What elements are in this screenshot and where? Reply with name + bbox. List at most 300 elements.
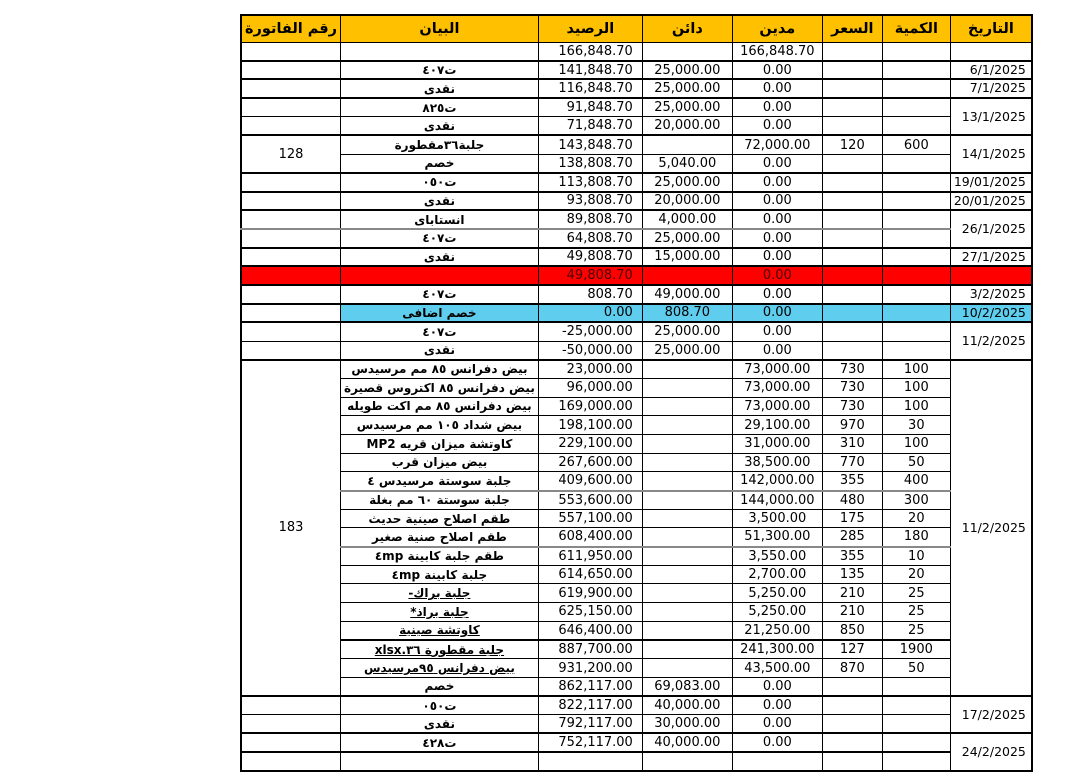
cell-qty[interactable]: 30 [882,416,950,435]
cell-price[interactable] [822,752,882,771]
cell-qty[interactable] [882,752,950,771]
cell-desc[interactable]: بيض دفرانس ٨٥ مم اكت طويله [341,397,539,416]
cell-balance[interactable]: 822,117.00 [538,696,642,715]
cell-date[interactable]: 24/2/2025 [950,733,1032,770]
cell-price[interactable]: 850 [822,621,882,640]
cell-balance[interactable]: -25,000.00 [538,322,642,341]
cell-debit[interactable]: 0.00 [732,98,822,117]
cell-date[interactable]: 20/01/2025 [950,192,1032,211]
cell-qty[interactable] [882,304,950,323]
cell-invoice[interactable] [241,752,341,771]
cell-debit[interactable]: 0.00 [732,304,822,323]
column-header-date[interactable]: التاريخ [950,15,1032,42]
cell-qty[interactable] [882,696,950,715]
cell-balance[interactable]: 143,848.70 [538,135,642,154]
cell-credit[interactable]: 25,000.00 [642,61,732,80]
cell-credit[interactable] [642,603,732,622]
table-row [241,285,1032,304]
cell-invoice[interactable] [241,42,341,61]
cell-price[interactable] [822,210,882,229]
cell-balance[interactable]: 614,650.00 [538,565,642,584]
ledger-table [240,14,1033,772]
cell-invoice[interactable]: 128 [241,135,341,172]
cell-invoice[interactable] [241,98,341,117]
cell-debit[interactable]: 51,300.00 [732,528,822,547]
cell-price[interactable]: 730 [822,397,882,416]
cell-desc[interactable]: كاوتشة ميزان قريه MP2 [341,434,539,453]
cell-balance[interactable]: 89,808.70 [538,210,642,229]
cell-credit[interactable]: 30,000.00 [642,715,732,734]
cell-date[interactable]: 10/2/2025 [950,304,1032,323]
cell-credit[interactable]: 808.70 [642,304,732,323]
cell-invoice[interactable] [241,341,341,360]
column-header-balance[interactable]: الرصيد [538,15,642,42]
cell-qty[interactable] [882,285,950,304]
cell-desc[interactable]: انستاباى [341,210,539,229]
cell-price[interactable]: 730 [822,360,882,379]
cell-invoice[interactable] [241,173,341,192]
column-header-credit[interactable]: دائن [642,15,732,42]
table-row [241,42,1032,61]
cell-price[interactable] [822,248,882,267]
cell-invoice[interactable] [241,248,341,267]
cell-debit[interactable]: 144,000.00 [732,491,822,510]
cell-desc[interactable]: جلبة مقطورة ٣٦.xlsx [341,640,539,659]
cell-desc[interactable]: كاوتشة صينية [341,621,539,640]
cell-date[interactable]: 11/2/2025 [950,360,1032,696]
cell-qty[interactable]: 1900 [882,640,950,659]
cell-credit[interactable] [642,509,732,528]
cell-desc[interactable]: بيض دفرانس ٩٥مرسيدس [341,659,539,678]
cell-price[interactable] [822,733,882,752]
cell-price[interactable] [822,61,882,80]
cell-price[interactable]: 285 [822,528,882,547]
cell-debit[interactable]: 43,500.00 [732,659,822,678]
cell-qty[interactable] [882,341,950,360]
cell-credit[interactable] [642,565,732,584]
cell-invoice[interactable] [241,210,341,229]
cell-price[interactable]: 135 [822,565,882,584]
cell-desc[interactable] [341,266,539,285]
cell-credit[interactable] [642,547,732,566]
cell-balance[interactable]: 887,700.00 [538,640,642,659]
cell-balance[interactable]: 93,808.70 [538,192,642,211]
cell-qty[interactable] [882,266,950,285]
spreadsheet [240,14,1033,772]
cell-qty[interactable]: 25 [882,603,950,622]
table-row [241,98,1032,117]
cell-qty[interactable]: 10 [882,547,950,566]
cell-debit[interactable]: 0.00 [732,248,822,267]
cell-price[interactable]: 120 [822,135,882,154]
cell-invoice[interactable] [241,192,341,211]
column-header-price[interactable]: السعر [822,15,882,42]
cell-balance[interactable]: 267,600.00 [538,453,642,472]
cell-price[interactable] [822,154,882,173]
cell-balance[interactable]: 611,950.00 [538,547,642,566]
cell-price[interactable]: 175 [822,509,882,528]
cell-date[interactable]: 14/1/2025 [950,135,1032,172]
cell-date[interactable]: 17/2/2025 [950,696,1032,733]
cell-qty[interactable] [882,210,950,229]
cell-qty[interactable]: 25 [882,584,950,603]
cell-qty[interactable] [882,733,950,752]
cell-balance[interactable]: 166,848.70 [538,42,642,61]
cell-debit[interactable]: 3,550.00 [732,547,822,566]
cell-desc[interactable]: نقدى [341,248,539,267]
cell-desc[interactable]: بيض شداد ١٠٥ مم مرسيدس [341,416,539,435]
cell-price[interactable]: 210 [822,603,882,622]
cell-desc[interactable]: خصم [341,677,539,696]
cell-credit[interactable] [642,659,732,678]
cell-balance[interactable]: 141,848.70 [538,61,642,80]
cell-qty[interactable] [882,322,950,341]
cell-desc[interactable]: ت٠٥٠ [341,173,539,192]
cell-desc[interactable]: طقم جلبة كابينة ٤mp [341,547,539,566]
cell-desc[interactable]: ت٨٢٥ [341,98,539,117]
cell-desc[interactable]: بيض ميزان قرب [341,453,539,472]
cell-price[interactable] [822,715,882,734]
cell-debit[interactable]: 0.00 [732,192,822,211]
cell-desc[interactable]: ت٤٠٧ [341,229,539,248]
cell-debit[interactable]: 0.00 [732,210,822,229]
cell-qty[interactable]: 20 [882,509,950,528]
cell-desc[interactable]: نقدى [341,79,539,98]
cell-balance[interactable]: 49,808.70 [538,266,642,285]
cell-debit[interactable]: 142,000.00 [732,472,822,491]
cell-balance[interactable]: 557,100.00 [538,509,642,528]
cell-price[interactable] [822,322,882,341]
cell-qty[interactable] [882,98,950,117]
table-row [241,117,1032,136]
cell-qty[interactable]: 600 [882,135,950,154]
cell-debit[interactable]: 31,000.00 [732,434,822,453]
cell-qty[interactable]: 50 [882,453,950,472]
cell-balance[interactable]: 49,808.70 [538,248,642,267]
table-row [241,79,1032,98]
cell-credit[interactable]: 40,000.00 [642,696,732,715]
cell-balance[interactable]: 113,808.70 [538,173,642,192]
cell-qty[interactable]: 100 [882,397,950,416]
cell-balance[interactable]: 198,100.00 [538,416,642,435]
cell-invoice[interactable] [241,79,341,98]
cell-credit[interactable] [642,584,732,603]
cell-balance[interactable]: 625,150.00 [538,603,642,622]
cell-credit[interactable]: 5,040.00 [642,154,732,173]
cell-credit[interactable]: 25,000.00 [642,98,732,117]
cell-credit[interactable]: 49,000.00 [642,285,732,304]
cell-price[interactable]: 480 [822,491,882,510]
cell-desc[interactable] [341,752,539,771]
cell-credit[interactable] [642,378,732,397]
cell-invoice[interactable] [241,229,341,248]
cell-balance[interactable]: 23,000.00 [538,360,642,379]
cell-desc[interactable]: نقدى [341,117,539,136]
cell-date[interactable] [950,266,1032,285]
cell-debit[interactable]: 241,300.00 [732,640,822,659]
cell-invoice[interactable] [241,266,341,285]
cell-debit[interactable]: 73,000.00 [732,397,822,416]
cell-balance[interactable]: 96,000.00 [538,378,642,397]
table-row [241,640,1032,659]
cell-debit[interactable]: 0.00 [732,266,822,285]
cell-invoice[interactable] [241,285,341,304]
cell-price[interactable] [822,173,882,192]
cell-credit[interactable]: 25,000.00 [642,322,732,341]
cell-credit[interactable]: 25,000.00 [642,173,732,192]
cell-qty[interactable]: 100 [882,434,950,453]
cell-credit[interactable] [642,360,732,379]
table-row [241,360,1032,379]
cell-desc[interactable]: ت٤٠٧ [341,61,539,80]
cell-credit[interactable] [642,453,732,472]
cell-balance[interactable]: 608,400.00 [538,528,642,547]
cell-date[interactable]: 3/2/2025 [950,285,1032,304]
cell-qty[interactable] [882,715,950,734]
cell-desc[interactable]: جلبة كابينة ٤mp [341,565,539,584]
cell-balance[interactable]: 931,200.00 [538,659,642,678]
cell-price[interactable]: 127 [822,640,882,659]
cell-date[interactable]: 26/1/2025 [950,210,1032,247]
cell-debit[interactable]: 3,500.00 [732,509,822,528]
cell-desc[interactable]: جلبة براذ* [341,603,539,622]
cell-qty[interactable] [882,677,950,696]
cell-qty[interactable]: 50 [882,659,950,678]
cell-balance[interactable]: 619,900.00 [538,584,642,603]
cell-balance[interactable]: 64,808.70 [538,229,642,248]
cell-desc[interactable]: ت٠٥٠ [341,696,539,715]
column-header-debit[interactable]: مدين [732,15,822,42]
cell-price[interactable]: 355 [822,472,882,491]
cell-debit[interactable]: 73,000.00 [732,360,822,379]
cell-balance[interactable]: -50,000.00 [538,341,642,360]
cell-debit[interactable]: 72,000.00 [732,135,822,154]
cell-debit[interactable]: 73,000.00 [732,378,822,397]
cell-invoice[interactable] [241,696,341,715]
cell-debit[interactable] [732,752,822,771]
cell-price[interactable] [822,98,882,117]
cell-desc[interactable]: بيض دفرانس ٨٥ مم مرسيدس [341,360,539,379]
table-row [241,603,1032,622]
cell-qty[interactable]: 180 [882,528,950,547]
cell-price[interactable] [822,266,882,285]
cell-date[interactable]: 6/1/2025 [950,61,1032,80]
cell-credit[interactable] [642,135,732,154]
cell-qty[interactable]: 300 [882,491,950,510]
cell-qty[interactable] [882,117,950,136]
cell-price[interactable]: 355 [822,547,882,566]
cell-qty[interactable] [882,42,950,61]
cell-desc[interactable]: خصم اضافى [341,304,539,323]
cell-debit[interactable]: 0.00 [732,173,822,192]
cell-qty[interactable] [882,192,950,211]
cell-balance[interactable]: 792,117.00 [538,715,642,734]
cell-debit[interactable]: 166,848.70 [732,42,822,61]
cell-debit[interactable]: 0.00 [732,696,822,715]
cell-qty[interactable] [882,61,950,80]
cell-credit[interactable] [642,42,732,61]
cell-qty[interactable]: 100 [882,360,950,379]
cell-date[interactable]: 19/01/2025 [950,173,1032,192]
cell-qty[interactable] [882,173,950,192]
cell-price[interactable] [822,79,882,98]
cell-debit[interactable]: 0.00 [732,341,822,360]
cell-invoice[interactable] [241,733,341,752]
cell-desc[interactable] [341,42,539,61]
cell-credit[interactable]: 25,000.00 [642,341,732,360]
cell-qty[interactable]: 400 [882,472,950,491]
cell-balance[interactable]: 116,848.70 [538,79,642,98]
cell-debit[interactable]: 5,250.00 [732,584,822,603]
cell-debit[interactable]: 0.00 [732,733,822,752]
cell-desc[interactable]: جلبة سوستة مرسيدس ٤ [341,472,539,491]
cell-balance[interactable]: 646,400.00 [538,621,642,640]
table-row [241,677,1032,696]
cell-debit[interactable]: 0.00 [732,285,822,304]
cell-date[interactable] [950,42,1032,61]
cell-debit[interactable]: 0.00 [732,61,822,80]
cell-price[interactable] [822,285,882,304]
cell-balance[interactable]: 0.00 [538,304,642,323]
cell-desc[interactable]: طقم اصلاح صنية صغير [341,528,539,547]
cell-qty[interactable]: 100 [882,378,950,397]
cell-credit[interactable]: 25,000.00 [642,229,732,248]
table-row [241,472,1032,491]
cell-credit[interactable] [642,266,732,285]
cell-credit[interactable]: 20,000.00 [642,117,732,136]
cell-credit[interactable]: 4,000.00 [642,210,732,229]
cell-price[interactable] [822,229,882,248]
cell-balance[interactable]: 138,808.70 [538,154,642,173]
cell-debit[interactable]: 5,250.00 [732,603,822,622]
cell-price[interactable] [822,304,882,323]
cell-desc[interactable]: نقدى [341,715,539,734]
cell-credit[interactable]: 69,083.00 [642,677,732,696]
table-row [241,397,1032,416]
cell-date[interactable]: 27/1/2025 [950,248,1032,267]
cell-balance[interactable]: 553,600.00 [538,491,642,510]
cell-price[interactable] [822,117,882,136]
cell-qty[interactable]: 20 [882,565,950,584]
cell-balance[interactable] [538,752,642,771]
cell-balance[interactable]: 752,117.00 [538,733,642,752]
cell-debit[interactable]: 0.00 [732,117,822,136]
cell-credit[interactable] [642,434,732,453]
cell-debit[interactable]: 0.00 [732,677,822,696]
cell-price[interactable]: 970 [822,416,882,435]
cell-price[interactable]: 870 [822,659,882,678]
cell-qty[interactable] [882,248,950,267]
cell-credit[interactable]: 40,000.00 [642,733,732,752]
cell-credit[interactable] [642,621,732,640]
cell-debit[interactable]: 29,100.00 [732,416,822,435]
cell-balance[interactable]: 409,600.00 [538,472,642,491]
cell-debit[interactable]: 21,250.00 [732,621,822,640]
table-row [241,210,1032,229]
cell-desc[interactable]: ت٤٢٨ [341,733,539,752]
cell-balance[interactable]: 808.70 [538,285,642,304]
cell-desc[interactable]: طقم اصلاح صينية حديث [341,509,539,528]
cell-credit[interactable] [642,752,732,771]
cell-desc[interactable]: جلبة براك- [341,584,539,603]
cell-credit[interactable]: 15,000.00 [642,248,732,267]
cell-desc[interactable]: خصم [341,154,539,173]
cell-balance[interactable]: 169,000.00 [538,397,642,416]
column-header-desc[interactable]: البيان [341,15,539,42]
cell-price[interactable]: 210 [822,584,882,603]
cell-desc[interactable]: جلبة سوستة ٦٠ مم بغلة [341,491,539,510]
cell-credit[interactable] [642,416,732,435]
cell-invoice[interactable] [241,61,341,80]
cell-debit[interactable]: 0.00 [732,715,822,734]
cell-debit[interactable]: 38,500.00 [732,453,822,472]
cell-credit[interactable] [642,397,732,416]
cell-balance[interactable]: 91,848.70 [538,98,642,117]
cell-qty[interactable] [882,154,950,173]
column-header-invoice[interactable]: رقم الفاتورة [241,15,341,42]
cell-balance[interactable]: 71,848.70 [538,117,642,136]
table-row [241,248,1032,267]
cell-debit[interactable]: 0.00 [732,322,822,341]
cell-date[interactable]: 7/1/2025 [950,79,1032,98]
cell-price[interactable] [822,192,882,211]
cell-desc[interactable]: نقدى [341,341,539,360]
cell-credit[interactable] [642,472,732,491]
cell-invoice[interactable] [241,715,341,734]
cell-desc[interactable]: نقدى [341,192,539,211]
cell-desc[interactable]: ت٤٠٧ [341,285,539,304]
cell-credit[interactable]: 20,000.00 [642,192,732,211]
cell-balance[interactable]: 862,117.00 [538,677,642,696]
cell-debit[interactable]: 0.00 [732,229,822,248]
cell-qty[interactable] [882,229,950,248]
table-row [241,453,1032,472]
cell-price[interactable]: 730 [822,378,882,397]
cell-credit[interactable] [642,528,732,547]
table-row [241,528,1032,547]
column-header-qty[interactable]: الكمية [882,15,950,42]
cell-invoice[interactable] [241,322,341,341]
table-row [241,154,1032,173]
cell-desc[interactable]: بيض دفرانس ٨٥ اكتروس قصيرة [341,378,539,397]
cell-qty[interactable] [882,79,950,98]
cell-price[interactable]: 770 [822,453,882,472]
cell-debit[interactable]: 0.00 [732,79,822,98]
cell-date[interactable]: 11/2/2025 [950,322,1032,359]
cell-price[interactable] [822,341,882,360]
cell-price[interactable] [822,677,882,696]
cell-price[interactable]: 310 [822,434,882,453]
table-row [241,491,1032,510]
cell-price[interactable] [822,696,882,715]
cell-invoice[interactable] [241,117,341,136]
cell-price[interactable] [822,42,882,61]
cell-debit[interactable]: 2,700.00 [732,565,822,584]
cell-credit[interactable]: 25,000.00 [642,79,732,98]
cell-balance[interactable]: 229,100.00 [538,434,642,453]
cell-date[interactable]: 13/1/2025 [950,98,1032,135]
table-row [241,341,1032,360]
cell-desc[interactable]: ت٤٠٧ [341,322,539,341]
cell-qty[interactable]: 25 [882,621,950,640]
cell-invoice[interactable]: 183 [241,360,341,696]
cell-debit[interactable]: 0.00 [732,154,822,173]
table-row [241,752,1032,771]
cell-desc[interactable]: جلبة٣٦مقطورة [341,135,539,154]
cell-credit[interactable] [642,491,732,510]
cell-invoice[interactable] [241,304,341,323]
cell-credit[interactable] [642,640,732,659]
